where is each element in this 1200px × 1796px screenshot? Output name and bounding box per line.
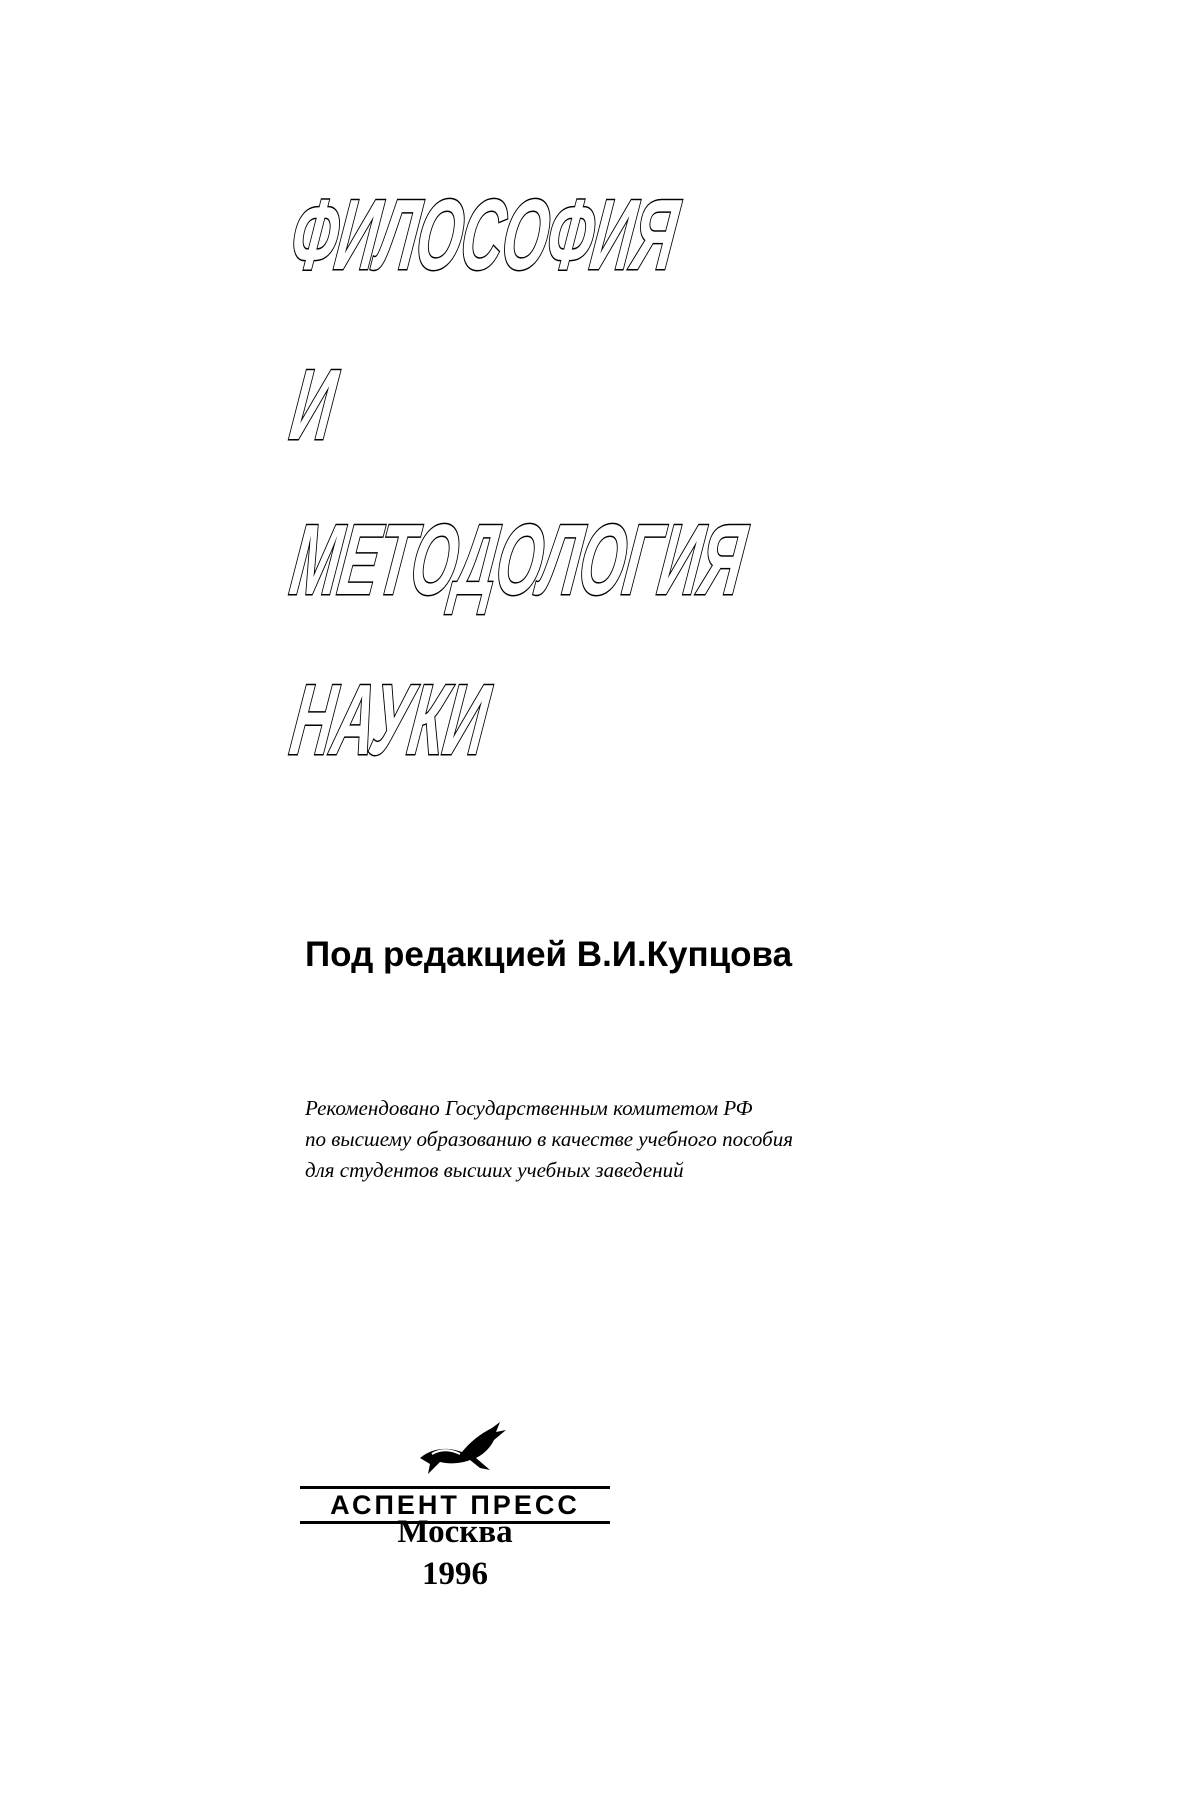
title-line-4: НАУКИ	[284, 664, 495, 776]
publisher-name: АСПЕНТ ПРЕСС	[300, 1486, 610, 1524]
publication-city: Москва	[397, 1514, 513, 1550]
recommendation-line-3: для студентов высших учебных заведений	[305, 1158, 684, 1182]
recommendation-line-1: Рекомендовано Государственным комитетом РФ	[305, 1096, 753, 1120]
recommendation-line-2: по высшему образованию в качестве учебного пособия	[305, 1127, 793, 1151]
title-line-2: И	[284, 349, 343, 461]
horse-logo-icon	[410, 1418, 510, 1478]
title-line-1: ФИЛОСОФИЯ	[284, 179, 684, 291]
title-line-3: МЕТОДОЛОГИЯ	[284, 504, 752, 616]
editor-credit: Под редакцией В.И.Купцова	[305, 935, 793, 974]
recommendation-note	[305, 1093, 793, 1186]
publication-year: 1996	[422, 1556, 488, 1592]
